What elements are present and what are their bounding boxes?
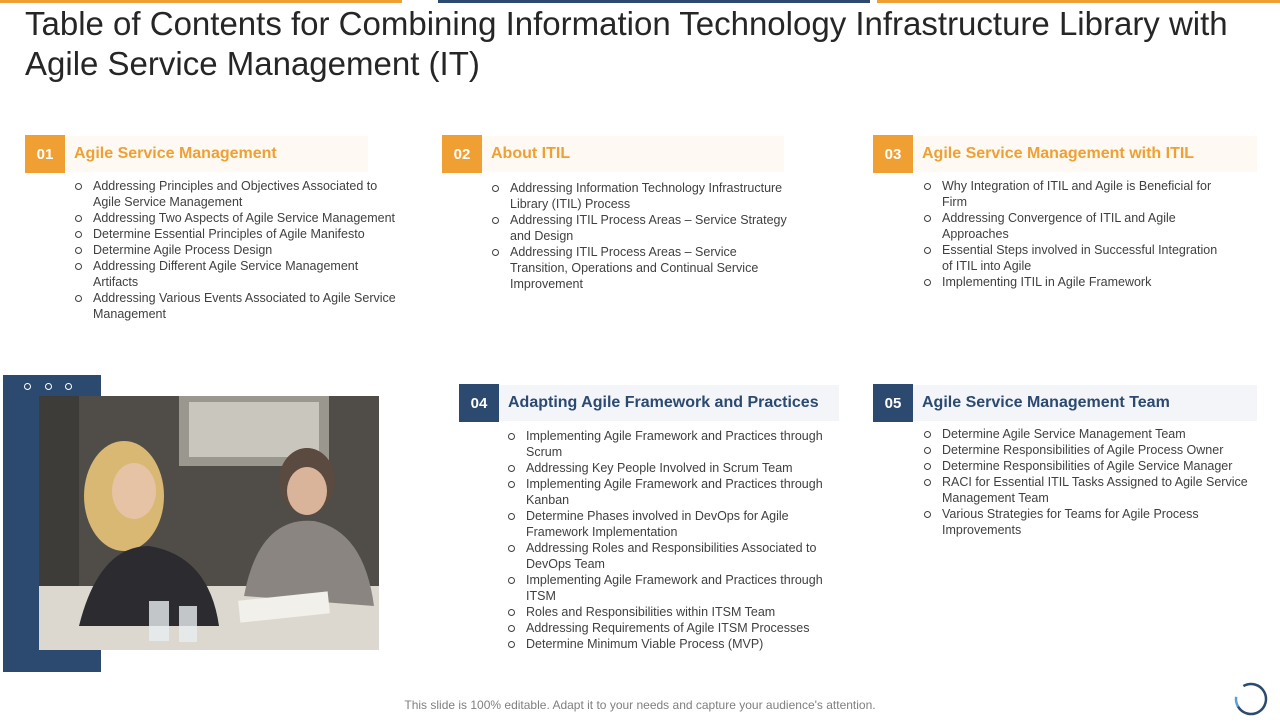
list-item: Addressing Requirements of Agile ITSM Processes [507, 620, 847, 636]
list-item: Addressing ITIL Process Areas – Service Transition, Operations and Continual Service Improvement [491, 244, 791, 292]
circle-dot-icon [24, 383, 31, 390]
list-item: Addressing Roles and Responsibilities Associated to DevOps Team [507, 540, 847, 572]
list-item: Addressing Information Technology Infrastructure Library (ITIL) Process [491, 180, 791, 212]
list-item: Addressing Two Aspects of Agile Service Management [74, 210, 400, 226]
top-accent-bar-left [0, 0, 402, 3]
section-heading: About ITIL [482, 136, 784, 172]
section-number-badge: 05 [873, 384, 913, 422]
list-item: Addressing Various Events Associated to Agile Service Management [74, 290, 400, 322]
section-heading: Agile Service Management [65, 136, 368, 172]
team-meeting-illustration [39, 396, 379, 650]
section-number-badge: 04 [459, 384, 499, 422]
list-item: Addressing Principles and Objectives Associated to Agile Service Management [74, 178, 400, 210]
list-item: Addressing Convergence of ITIL and Agile Approaches [923, 210, 1223, 242]
list-item: Determine Agile Service Management Team [923, 426, 1253, 442]
list-item: Determine Agile Process Design [74, 242, 400, 258]
section-number-badge: 02 [442, 135, 482, 173]
section-01-items [74, 178, 400, 322]
list-item: Determine Phases involved in DevOps for Agile Framework Implementation [507, 508, 847, 540]
list-item: Addressing ITIL Process Areas – Service Strategy and Design [491, 212, 791, 244]
top-accent-bar-right [877, 0, 1280, 3]
list-item: Roles and Responsibilities within ITSM Team [507, 604, 847, 620]
list-item: Addressing Different Agile Service Management Artifacts [74, 258, 400, 290]
circle-dot-icon [45, 383, 52, 390]
list-item: Implementing Agile Framework and Practices through ITSM [507, 572, 847, 604]
section-05-items [923, 426, 1253, 538]
circle-dot-icon [65, 383, 72, 390]
team-meeting-photo [39, 396, 379, 650]
section-heading: Agile Service Management with ITIL [913, 136, 1257, 172]
section-03-items [923, 178, 1223, 290]
list-item: Various Strategies for Teams for Agile Process Improvements [923, 506, 1253, 538]
list-item: Essential Steps involved in Successful Integration of ITIL into Agile [923, 242, 1223, 274]
list-item: RACI for Essential ITIL Tasks Assigned to Agile Service Management Team [923, 474, 1253, 506]
list-item: Addressing Key People Involved in Scrum Team [507, 460, 847, 476]
list-item: Implementing ITIL in Agile Framework [923, 274, 1223, 290]
section-number-badge: 03 [873, 135, 913, 173]
list-item: Determine Responsibilities of Agile Process Owner [923, 442, 1253, 458]
section-02-items [491, 180, 791, 292]
page-title: Table of Contents for Combining Information Technology Infrastructure Library with Agile Service Management (IT) [25, 5, 1228, 82]
list-item: Implementing Agile Framework and Practices through Scrum [507, 428, 847, 460]
circular-loader-icon [1233, 681, 1269, 717]
list-item: Determine Essential Principles of Agile Manifesto [74, 226, 400, 242]
list-item: Determine Responsibilities of Agile Service Manager [923, 458, 1253, 474]
section-heading: Agile Service Management Team [913, 385, 1257, 421]
footer-note: This slide is 100% editable. Adapt it to your needs and capture your audience's attention. [404, 698, 876, 712]
list-item: Determine Minimum Viable Process (MVP) [507, 636, 847, 652]
list-item: Why Integration of ITIL and Agile is Beneficial for Firm [923, 178, 1223, 210]
top-accent-bar-middle [438, 0, 870, 3]
list-item: Implementing Agile Framework and Practices through Kanban [507, 476, 847, 508]
section-heading: Adapting Agile Framework and Practices [499, 385, 839, 421]
section-04-items [507, 428, 847, 652]
section-number-badge: 01 [25, 135, 65, 173]
